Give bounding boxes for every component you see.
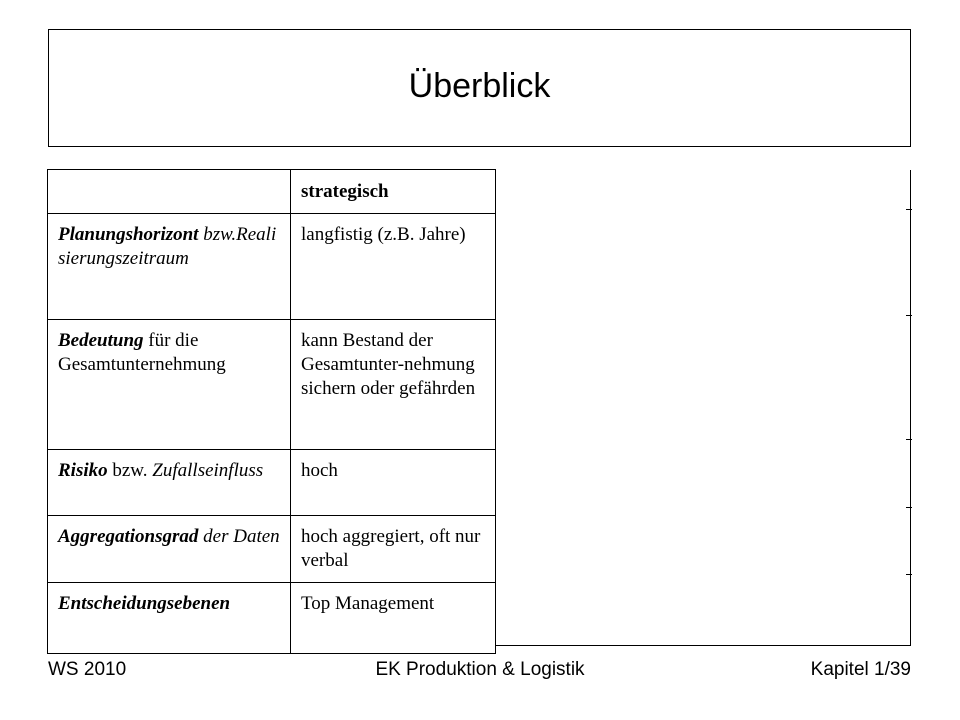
row-label-rest: für die Gesamtunternehmung [58,330,226,375]
row-value: hoch aggregiert, oft nur verbal [291,516,496,583]
row-label-rest: Zufallseinfluss [152,460,264,481]
table-header-row [48,170,496,214]
row-label [48,516,291,583]
header-cell-empty [48,170,291,214]
row-label [48,583,291,654]
footer-page: Kapitel 1/39 [810,659,911,680]
row-label-term: Risiko [58,460,108,481]
row-label-mid: bzw. [107,460,153,481]
row-label-rest: der Daten [198,526,280,547]
row-label [48,450,291,516]
hidden-row-tick [906,209,912,210]
footer-course: EK Produktion & Logistik [375,659,585,680]
slide-title: Überblick [408,66,551,105]
row-label [48,320,291,450]
row-value: langfistig (z.B. Jahre) [291,214,496,320]
row-label-rest: bzw.Realisierungszeitraum [58,224,277,269]
header-cell-strategisch: strategisch [291,170,496,214]
hidden-row-tick [906,315,912,316]
title-box [48,29,911,147]
row-label-term: Aggregationsgrad [58,526,199,547]
table-row [48,320,496,450]
row-label-term: Bedeutung [58,330,144,351]
row-value: hoch [291,450,496,516]
row-value: Top Management [291,583,496,654]
row-label-term: Entscheidungsebenen [58,593,231,614]
table-row [48,450,496,516]
row-value: kann Bestand der Gesamtunter-nehmung sichern oder gefährden [291,320,496,450]
hidden-row-tick [906,574,912,575]
row-label-term: Planungshorizont [58,224,199,245]
hidden-bottom-edge [495,645,911,646]
footer-semester: WS 2010 [48,659,127,680]
hidden-row-tick [906,439,912,440]
hidden-row-tick [906,507,912,508]
row-label [48,214,291,320]
table-row [48,516,496,583]
table-row [48,583,496,654]
overview-table [47,169,496,654]
table-row [48,214,496,320]
